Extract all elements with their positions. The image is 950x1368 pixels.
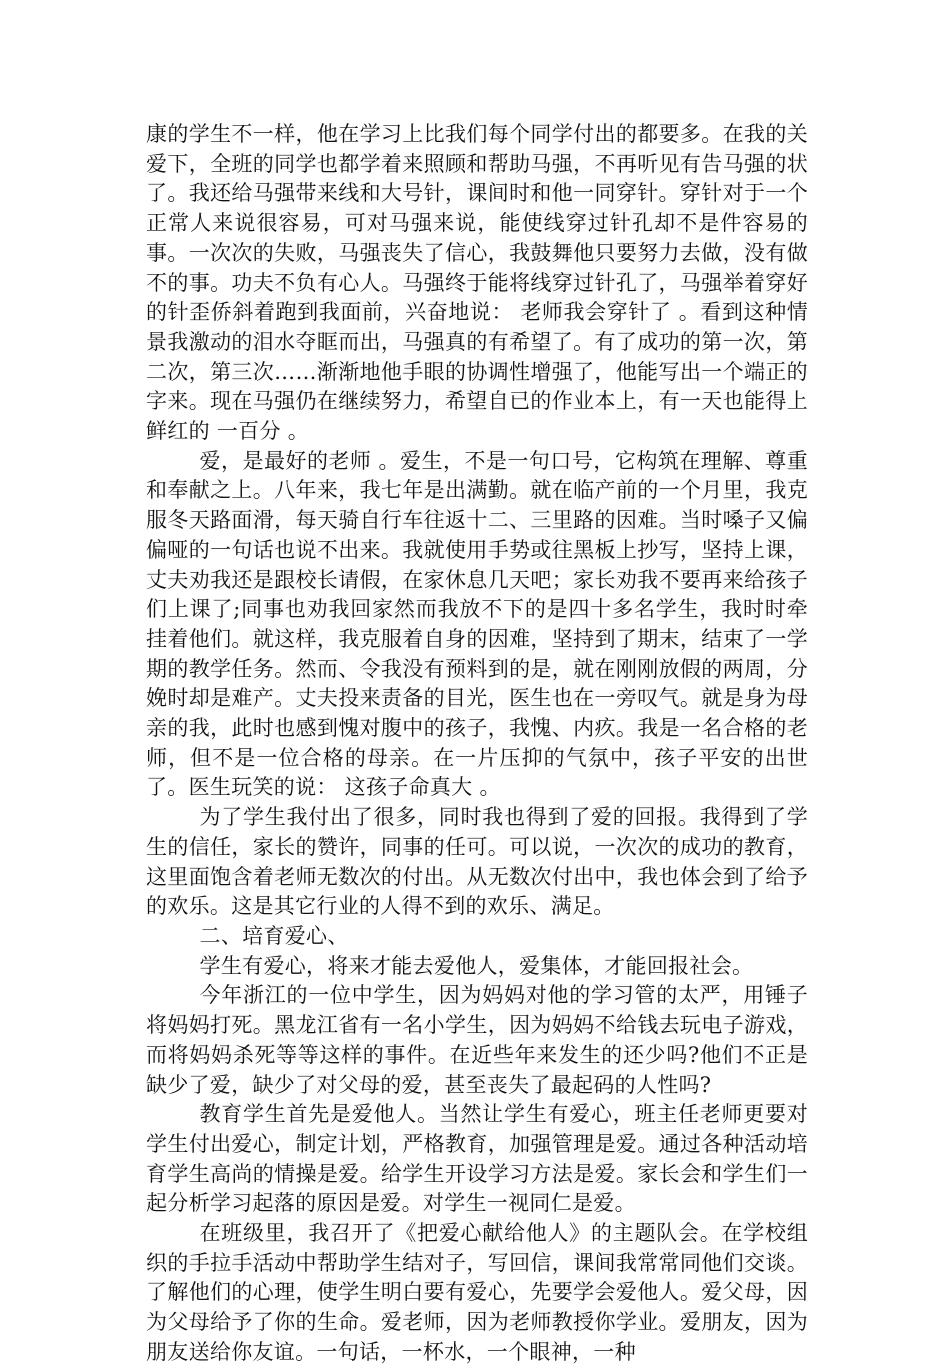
paragraph-4: 学生有爱心，将来才能去爱他人，爱集体，才能回报社会。 <box>199 953 754 978</box>
paragraph-1: 康的学生不一样，他在学习上比我们每个同学付出的都要多。在我的关爱下，全班的同学也都学着来照顾和帮助马强，不再听见有告马强的状了。我还给马强带来线和大号针，课间时和他一同穿针。穿针对于一个正常人来说很容易，可对马强来说，能使线穿过针孔却不是件容易的事。一次次的失败，马强丧失了信心，我鼓舞他只要努力去做，没有做不的事。功夫不负有心人。马强终于能将线穿过针孔了，马强举着穿好的针歪侨斜着跑到我面前，兴奋地说： 老师我会穿针了 。看到这种情景我激动的泪水夺眶而出，马强真的有希望了。有了成功的第一次，第二次，第三次……渐渐地他手眼的协调性增强了，他能写出一个端正的字来。现在马强仍在继续努力，希望自已的作业本上，有一天也能得上鲜红的 一百分 。 <box>146 122 808 444</box>
paragraph-6: 教育学生首先是爱他人。当然让学生有爱心，班主任老师更要对学生付出爱心，制定计划，严格教育，加强管理是爱。通过各种活动培育学生高尚的情操是爱。给学生开设学习方法是爱。家长会和学生们一起分析学习起落的原因是爱。对学生一视同仁是爱。 <box>146 1102 808 1216</box>
paragraph-3: 为了学生我付出了很多，同时我也得到了爱的回报。我得到了学生的信任，家长的赞许，同事的任可。可以说，一次次的成功的教育，这里面饱含着老师无数次的付出。从无数次付出中，我也体会到了给予的欢乐。这是其它行业的人得不到的欢乐、满足。 <box>146 805 808 919</box>
paragraph-2: 爱，是最好的老师 。爱生，不是一句口号，它构筑在理解、尊重和奉献之上。八年来，我七年是出满勤。就在临产前的一个月里，我克服冬天路面滑，每天骑自行车往返十二、三里路的因难。当时嗓子又偏偏哑的一句话也说不出来。我就使用手势或往黑板上抄写，坚持上课，丈夫劝我还是跟校长请假，在家休息几天吧；家长劝我不要再来给孩子们上课了;同事也劝我回家然而我放不下的是四十多名学生，我时时牵挂着他们。就这样，我克服着自身的因难，坚持到了期末，结束了一学期的教学任务。然而、令我没有预料到的是，就在刚刚放假的两周，分娩时却是难产。丈夫投来责备的目光，医生也在一旁叹气。就是身为母亲的我，此时也感到愧对腹中的孩子，我愧、内疚。我是一名合格的老师，但不是一位合格的母亲。在一片压抑的气氛中，孩子平安的出世了。医生玩笑的说： 这孩子命真大 。 <box>146 448 808 800</box>
paragraph-7: 在班级里，我召开了《把爱心献给他人》的主题队会。在学校组织的手拉手活动中帮助学生结对子，写回信，课间我常常同他们交谈。了解他们的心理，使学生明白要有爱心，先要学会爱他人。爱父母，因为父母给予了你的生命。爱老师，因为老师教授你学业。爱朋友，因为朋友送给你友谊。一句话，一杯水，一个眼神，一种 <box>146 1221 808 1364</box>
section-heading: 二、培育爱心、 <box>199 923 349 948</box>
paragraph-5: 今年浙江的一位中学生，因为妈妈对他的学习管的太严，用锤子将妈妈打死。黑龙江省有一名小学生，因为妈妈不给钱去玩电子游戏，而将妈妈杀死等等这样的事件。在近些年来发生的还少吗?他们不正是缺少了爱，缺少了对父母的爱，甚至丧失了最起码的人性吗? <box>146 983 808 1097</box>
document-body <box>146 120 808 1368</box>
